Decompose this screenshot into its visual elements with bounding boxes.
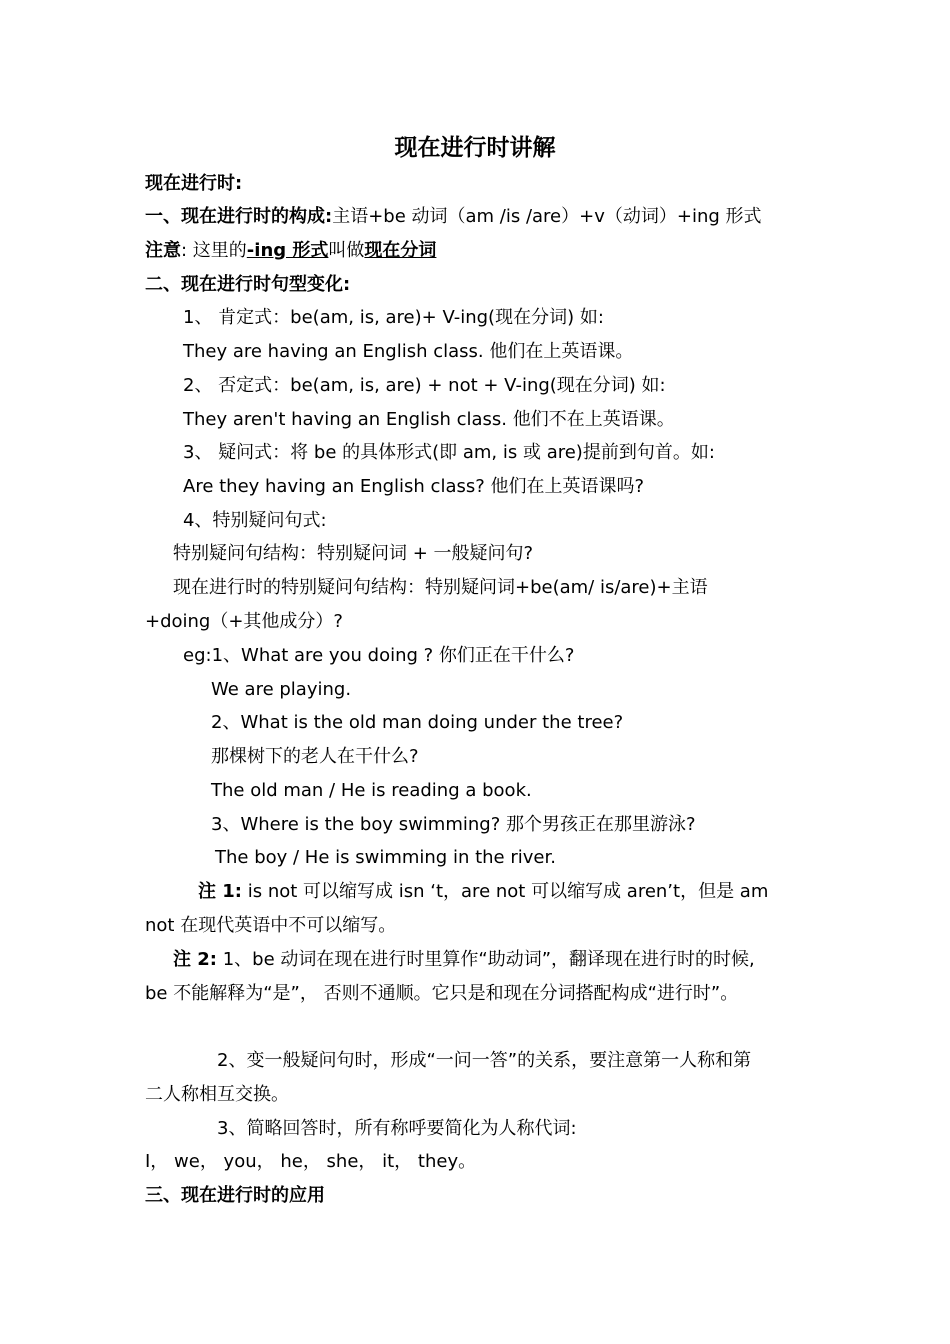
question-form: 3、 疑问式：将 be 的具体形式(即 am, is 或 are)提前到句首。如:	[183, 442, 715, 463]
example-2-answer: The old man / He is reading a book.	[211, 780, 532, 801]
progressive-question-structure-cont: +doing（+其他成分）?	[145, 611, 343, 632]
example-2-translation: 那棵树下的老人在干什么?	[211, 746, 419, 767]
question-example: Are they having an English class? 他们在上英语课吗?	[183, 476, 645, 497]
section-2-heading: 二、现在进行时句型变化:	[145, 274, 351, 295]
section-1-heading: 一、现在进行时的构成:	[145, 206, 333, 227]
note-text-2: 叫做	[328, 240, 365, 261]
note-2-line-2: be 不能解释为“是”， 否则不通顺。它只是和现在分词搭配构成“进行时”。	[145, 983, 739, 1004]
note-2-text: 1、be 动词在现在进行时里算作“助动词”，翻译现在进行时的时候,	[217, 949, 755, 970]
note-1-line-2: not 在现代英语中不可以缩写。	[145, 915, 397, 936]
point-2-line-1: 2、变一般疑问句时，形成“一问一答”的关系，要注意第一人称和第	[217, 1050, 752, 1071]
note-2-line-1	[173, 945, 755, 975]
affirmative-example: They are having an English class. 他们在上英语课。	[183, 341, 634, 362]
note-1-line-1	[198, 877, 768, 907]
affirmative-form: 1、 肯定式：be(am, is, are)+ V-ing(现在分词) 如:	[183, 307, 604, 328]
point-2-line-2: 二人称相互交换。	[145, 1084, 289, 1105]
note-1-text: is not 可以缩写成 isn ‘t，are not 可以缩写成 aren’t，但是 am	[242, 881, 769, 902]
note-ing-form: -ing 形式	[246, 240, 329, 261]
negative-form: 2、 否定式：be(am, is, are) + not + V-ing(现在分词) 如:	[183, 375, 666, 396]
section-3-heading: 三、现在进行时的应用	[145, 1185, 325, 1206]
section-1-body: 主语+be 动词（am /is /are）+v（动词）+ing 形式	[332, 206, 762, 227]
note-1-label: 注 1:	[198, 881, 242, 902]
example-3-answer: The boy / He is swimming in the river.	[215, 847, 556, 868]
example-2-question: 2、What is the old man doing under the tree?	[211, 712, 624, 733]
note-2-label: 注 2:	[173, 949, 217, 970]
document-title: 现在进行时讲解	[394, 135, 556, 161]
special-question-heading: 4、特别疑问句式:	[183, 510, 327, 531]
example-1-answer: We are playing.	[211, 679, 352, 700]
section-label: 现在进行时:	[145, 173, 243, 194]
note-term: 现在分词	[364, 240, 437, 261]
example-1-question: eg:1、What are you doing ? 你们正在干什么?	[183, 645, 575, 666]
note-line	[145, 236, 436, 266]
point-3-line-1: 3、简略回答时，所有称呼要简化为人称代词:	[217, 1118, 577, 1139]
progressive-question-structure: 现在进行时的特别疑问句结构：特别疑问词+be(am/ is/are)+主语	[173, 577, 708, 598]
point-3-pronouns: I， we， you， he， she， it， they。	[145, 1151, 477, 1172]
note-text-1: : 这里的	[181, 240, 247, 261]
note-label: 注意	[145, 240, 181, 261]
example-3-question: 3、Where is the boy swimming? 那个男孩正在那里游泳?	[211, 814, 696, 835]
negative-example: They aren't having an English class. 他们不在上英语课。	[183, 409, 675, 430]
section-1-line	[145, 202, 762, 232]
special-question-structure: 特别疑问句结构：特别疑问词 + 一般疑问句?	[173, 543, 534, 564]
